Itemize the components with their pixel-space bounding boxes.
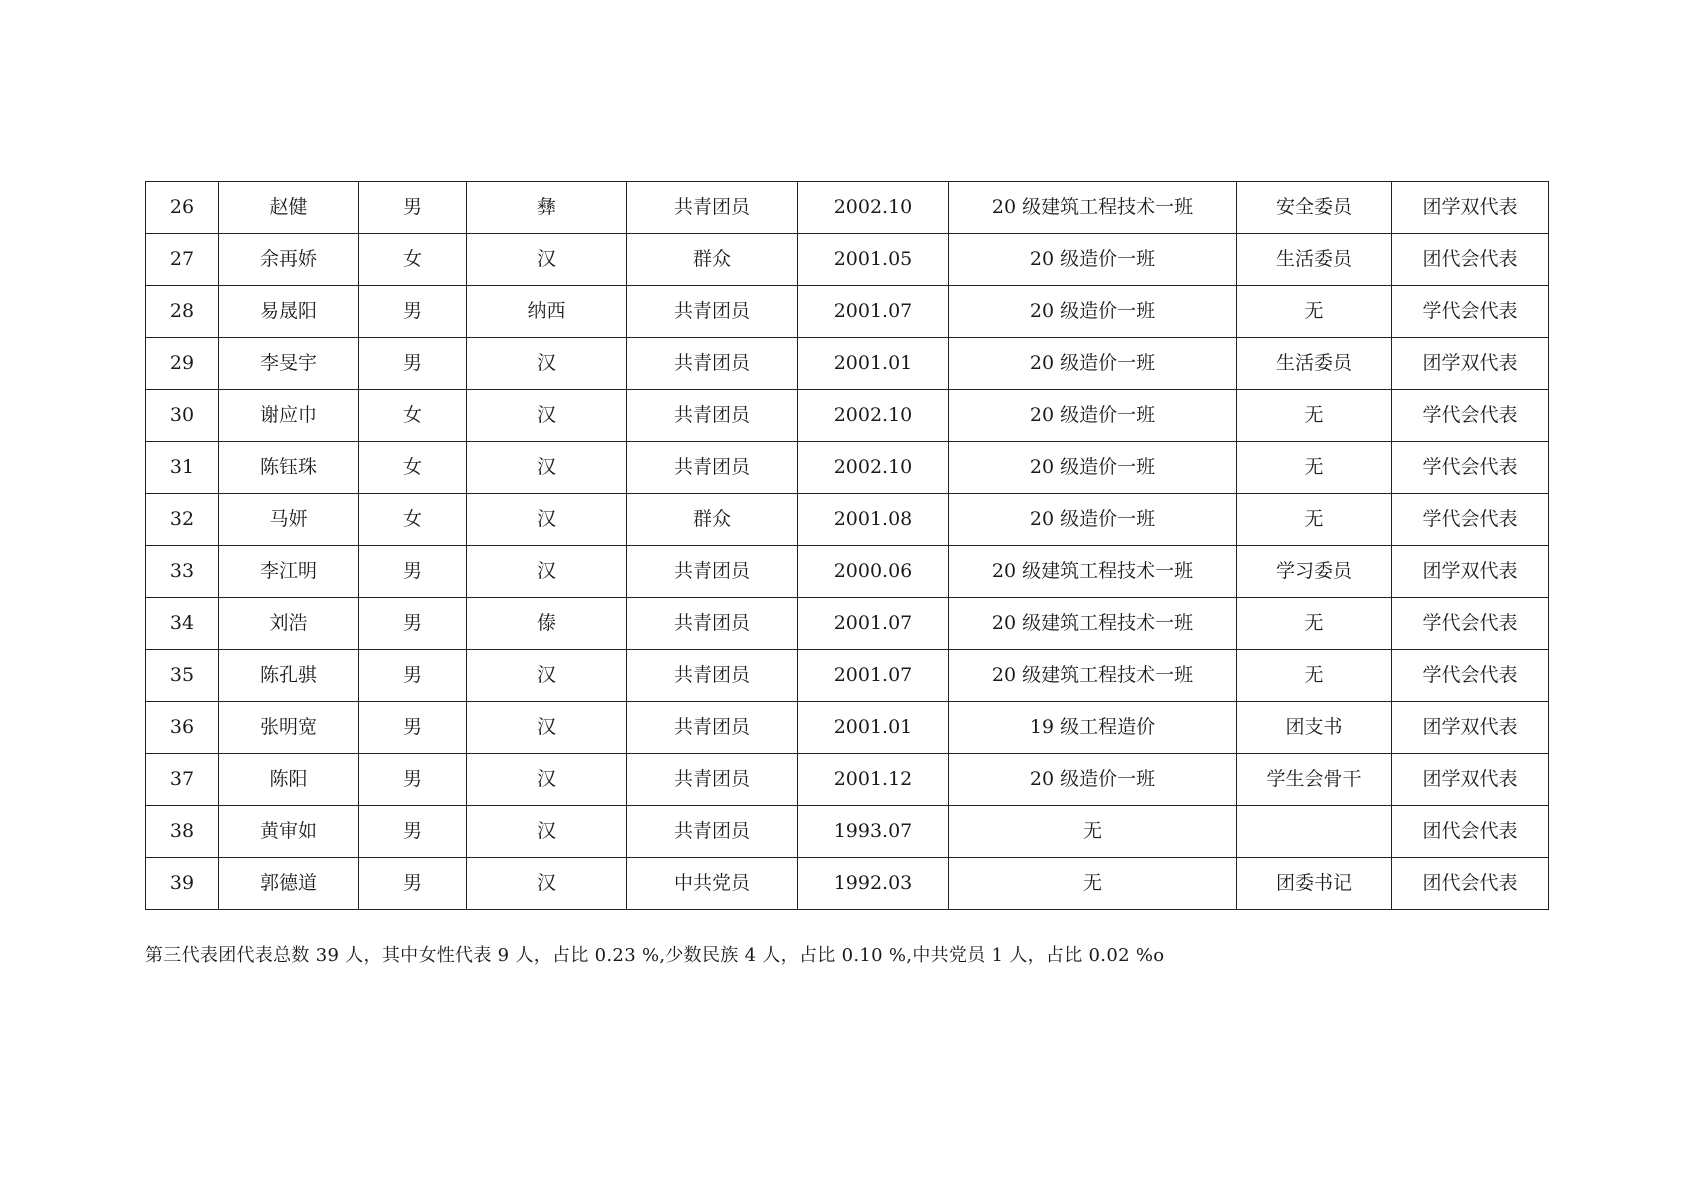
cell-index: 39 [146, 858, 219, 910]
cell-gender: 男 [359, 702, 467, 754]
cell-name: 马妍 [219, 494, 359, 546]
cell-delegate-type: 学代会代表 [1392, 442, 1549, 494]
cell-delegate-type: 团学双代表 [1392, 338, 1549, 390]
cell-class: 20 级造价一班 [949, 234, 1237, 286]
cell-gender: 男 [359, 650, 467, 702]
table-row [146, 234, 1549, 286]
cell-position: 团支书 [1237, 702, 1392, 754]
cell-political-status: 共青团员 [627, 442, 798, 494]
cell-name: 黄审如 [219, 806, 359, 858]
cell-political-status: 共青团员 [627, 650, 798, 702]
cell-class: 20 级造价一班 [949, 754, 1237, 806]
delegate-table [145, 181, 1549, 910]
cell-name: 余再娇 [219, 234, 359, 286]
cell-ethnicity: 汉 [467, 650, 627, 702]
cell-index: 35 [146, 650, 219, 702]
cell-name: 易晟阳 [219, 286, 359, 338]
table-row [146, 338, 1549, 390]
cell-ethnicity: 汉 [467, 234, 627, 286]
cell-index: 36 [146, 702, 219, 754]
cell-political-status: 共青团员 [627, 806, 798, 858]
cell-index: 26 [146, 182, 219, 234]
cell-delegate-type: 团学双代表 [1392, 702, 1549, 754]
cell-name: 张明宽 [219, 702, 359, 754]
table-row [146, 806, 1549, 858]
cell-birth-date: 1993.07 [798, 806, 949, 858]
cell-birth-date: 1992.03 [798, 858, 949, 910]
cell-position: 生活委员 [1237, 338, 1392, 390]
cell-ethnicity: 汉 [467, 806, 627, 858]
cell-political-status: 共青团员 [627, 546, 798, 598]
cell-class: 20 级造价一班 [949, 390, 1237, 442]
cell-gender: 男 [359, 858, 467, 910]
cell-class: 20 级造价一班 [949, 442, 1237, 494]
cell-index: 30 [146, 390, 219, 442]
summary-text: 第三代表团代表总数 39 人，其中女性代表 9 人，占比 0.23 %,少数民族 4 人，占比 0.10 %,中共党员 1 人，占比 0.02 %o [145, 945, 1165, 966]
cell-ethnicity: 汉 [467, 546, 627, 598]
cell-gender: 男 [359, 598, 467, 650]
cell-birth-date: 2001.05 [798, 234, 949, 286]
cell-index: 33 [146, 546, 219, 598]
cell-gender: 男 [359, 806, 467, 858]
cell-index: 27 [146, 234, 219, 286]
cell-name: 谢应巾 [219, 390, 359, 442]
cell-index: 34 [146, 598, 219, 650]
cell-name: 李江明 [219, 546, 359, 598]
delegate-table-body [146, 182, 1549, 910]
cell-delegate-type: 团学双代表 [1392, 182, 1549, 234]
cell-gender: 男 [359, 546, 467, 598]
cell-index: 31 [146, 442, 219, 494]
cell-class: 20 级造价一班 [949, 286, 1237, 338]
cell-gender: 男 [359, 182, 467, 234]
cell-ethnicity: 汉 [467, 754, 627, 806]
cell-delegate-type: 团代会代表 [1392, 806, 1549, 858]
cell-position: 生活委员 [1237, 234, 1392, 286]
cell-name: 陈孔骐 [219, 650, 359, 702]
cell-gender: 男 [359, 286, 467, 338]
cell-class: 20 级造价一班 [949, 494, 1237, 546]
table-row [146, 754, 1549, 806]
cell-delegate-type: 学代会代表 [1392, 650, 1549, 702]
cell-birth-date: 2001.01 [798, 702, 949, 754]
table-row [146, 858, 1549, 910]
table-row [146, 442, 1549, 494]
cell-index: 28 [146, 286, 219, 338]
cell-ethnicity: 汉 [467, 390, 627, 442]
cell-index: 32 [146, 494, 219, 546]
cell-class: 无 [949, 806, 1237, 858]
table-row [146, 546, 1549, 598]
cell-political-status: 共青团员 [627, 598, 798, 650]
cell-delegate-type: 学代会代表 [1392, 494, 1549, 546]
cell-name: 赵健 [219, 182, 359, 234]
cell-ethnicity: 纳西 [467, 286, 627, 338]
cell-birth-date: 2001.08 [798, 494, 949, 546]
table-row [146, 650, 1549, 702]
cell-class: 19 级工程造价 [949, 702, 1237, 754]
cell-birth-date: 2000.06 [798, 546, 949, 598]
cell-gender: 男 [359, 754, 467, 806]
cell-ethnicity: 汉 [467, 858, 627, 910]
cell-name: 陈阳 [219, 754, 359, 806]
cell-birth-date: 2002.10 [798, 390, 949, 442]
cell-position: 学习委员 [1237, 546, 1392, 598]
cell-delegate-type: 学代会代表 [1392, 598, 1549, 650]
cell-birth-date: 2001.07 [798, 650, 949, 702]
cell-birth-date: 2001.07 [798, 598, 949, 650]
cell-class: 20 级建筑工程技术一班 [949, 598, 1237, 650]
cell-index: 37 [146, 754, 219, 806]
cell-birth-date: 2002.10 [798, 182, 949, 234]
cell-political-status: 共青团员 [627, 390, 798, 442]
cell-position: 无 [1237, 494, 1392, 546]
cell-position: 无 [1237, 286, 1392, 338]
cell-delegate-type: 学代会代表 [1392, 390, 1549, 442]
table-row [146, 390, 1549, 442]
table-row [146, 702, 1549, 754]
cell-gender: 男 [359, 338, 467, 390]
cell-name: 郭德道 [219, 858, 359, 910]
cell-delegate-type: 团代会代表 [1392, 234, 1549, 286]
cell-class: 无 [949, 858, 1237, 910]
cell-delegate-type: 团学双代表 [1392, 546, 1549, 598]
cell-ethnicity: 汉 [467, 494, 627, 546]
cell-birth-date: 2001.07 [798, 286, 949, 338]
table-row [146, 182, 1549, 234]
cell-gender: 女 [359, 234, 467, 286]
table-row [146, 286, 1549, 338]
cell-position: 学生会骨干 [1237, 754, 1392, 806]
table-row [146, 494, 1549, 546]
cell-class: 20 级建筑工程技术一班 [949, 546, 1237, 598]
cell-gender: 女 [359, 390, 467, 442]
cell-gender: 女 [359, 494, 467, 546]
cell-position [1237, 806, 1392, 858]
cell-name: 刘浩 [219, 598, 359, 650]
cell-birth-date: 2002.10 [798, 442, 949, 494]
cell-name: 李旻宇 [219, 338, 359, 390]
cell-position: 团委书记 [1237, 858, 1392, 910]
cell-class: 20 级建筑工程技术一班 [949, 650, 1237, 702]
cell-ethnicity: 傣 [467, 598, 627, 650]
cell-class: 20 级造价一班 [949, 338, 1237, 390]
cell-birth-date: 2001.01 [798, 338, 949, 390]
cell-position: 安全委员 [1237, 182, 1392, 234]
table-row [146, 598, 1549, 650]
cell-ethnicity: 汉 [467, 338, 627, 390]
cell-index: 29 [146, 338, 219, 390]
cell-birth-date: 2001.12 [798, 754, 949, 806]
cell-political-status: 共青团员 [627, 286, 798, 338]
cell-ethnicity: 彝 [467, 182, 627, 234]
cell-delegate-type: 团学双代表 [1392, 754, 1549, 806]
cell-delegate-type: 团代会代表 [1392, 858, 1549, 910]
cell-political-status: 群众 [627, 234, 798, 286]
cell-gender: 女 [359, 442, 467, 494]
cell-position: 无 [1237, 650, 1392, 702]
cell-name: 陈钰珠 [219, 442, 359, 494]
cell-position: 无 [1237, 442, 1392, 494]
cell-ethnicity: 汉 [467, 702, 627, 754]
cell-political-status: 共青团员 [627, 182, 798, 234]
cell-index: 38 [146, 806, 219, 858]
cell-political-status: 共青团员 [627, 702, 798, 754]
cell-political-status: 群众 [627, 494, 798, 546]
cell-position: 无 [1237, 390, 1392, 442]
cell-political-status: 共青团员 [627, 338, 798, 390]
cell-ethnicity: 汉 [467, 442, 627, 494]
cell-political-status: 共青团员 [627, 754, 798, 806]
cell-delegate-type: 学代会代表 [1392, 286, 1549, 338]
cell-position: 无 [1237, 598, 1392, 650]
cell-political-status: 中共党员 [627, 858, 798, 910]
cell-class: 20 级建筑工程技术一班 [949, 182, 1237, 234]
